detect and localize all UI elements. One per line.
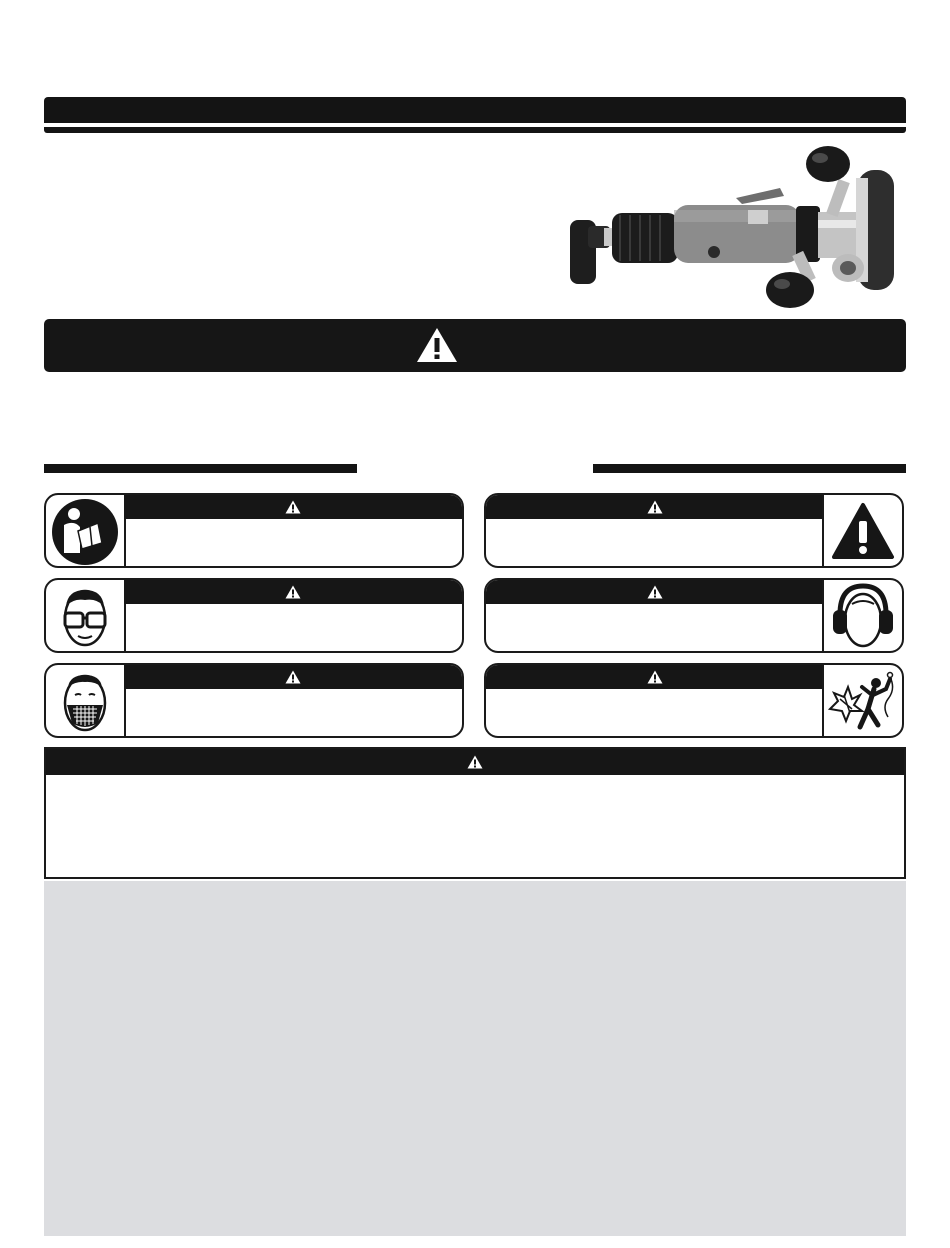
- warning-triangle-icon: [285, 670, 301, 684]
- warning-triangle-icon: [415, 326, 459, 364]
- warning-triangle-icon: [647, 500, 663, 514]
- exclamation-hazard-icon: [822, 495, 902, 566]
- card-text: [486, 604, 822, 651]
- card-text: [486, 689, 822, 736]
- air-tool-sander-icon: [558, 140, 906, 318]
- warning-triangle-icon: [467, 755, 483, 769]
- read-manual-icon: [46, 495, 126, 566]
- section-rule-left: [44, 464, 357, 473]
- card-eye-protection: [44, 578, 464, 653]
- card-hearing-protection: [484, 578, 904, 653]
- card-read-manual: [44, 493, 464, 568]
- card-header-strip: [124, 495, 462, 519]
- grey-info-panel: [44, 881, 906, 1236]
- card-header-strip: [486, 495, 824, 519]
- card-text: [126, 519, 462, 566]
- card-text: [126, 689, 462, 736]
- ear-muffs-icon: [822, 580, 902, 651]
- warning-triangle-icon: [647, 585, 663, 599]
- wide-warning-box: [44, 747, 906, 879]
- card-general-hazard: [484, 493, 904, 568]
- card-header-strip: [124, 580, 462, 604]
- warning-banner: [44, 319, 906, 372]
- warning-triangle-icon: [285, 500, 301, 514]
- card-text: [486, 519, 822, 566]
- header-rule: [44, 127, 906, 133]
- dust-mask-icon: [46, 665, 126, 736]
- explosion-hazard-icon: [822, 665, 902, 736]
- section-rule-right: [593, 464, 906, 473]
- warning-triangle-icon: [647, 670, 663, 684]
- warning-triangle-icon: [285, 585, 301, 599]
- card-header-strip: [486, 665, 824, 689]
- header-bar: [44, 97, 906, 123]
- card-explosion: [484, 663, 904, 738]
- card-text: [126, 604, 462, 651]
- card-header-strip: [486, 580, 824, 604]
- wide-warning-strip: [46, 749, 904, 775]
- card-respiratory: [44, 663, 464, 738]
- card-header-strip: [124, 665, 462, 689]
- safety-glasses-icon: [46, 580, 126, 651]
